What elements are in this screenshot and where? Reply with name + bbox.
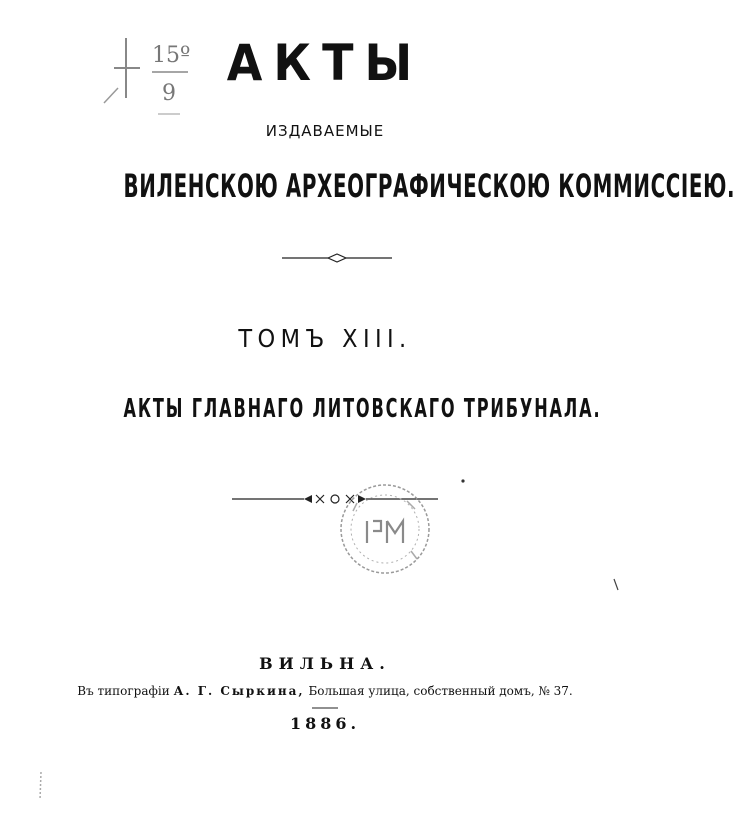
imprint-address: Большая улица, собственный домъ, № 37. — [308, 684, 573, 698]
commission-name: ВИЛЕНСКОЮ АРХЕОГРАФИЧЕСКОЮ КОММИССІЕЮ. — [123, 167, 735, 205]
main-title: АКТЫ — [226, 34, 424, 92]
margin-mark-dot — [460, 478, 466, 484]
imprint-small-rule — [312, 706, 338, 710]
ornamental-rule-top — [282, 252, 392, 264]
collection-title: АКТЫ ГЛАВНАГО ЛИТОВСКАГО ТРИБУНАЛА. — [123, 394, 602, 424]
volume-number: ТОМЪ XIII. — [238, 324, 412, 353]
subtitle: ИЗДАВАЕМЫЕ — [265, 122, 385, 140]
shelfmark-number: 15º — [152, 43, 191, 68]
imprint-city: ВИЛЬНА. — [259, 654, 391, 673]
margin-mark — [612, 578, 620, 592]
imprint-line — [0, 684, 650, 698]
imprint-printer: А. Г. Сыркина, — [173, 684, 305, 698]
margin-scribble — [36, 770, 46, 804]
publication-year: 1886. — [289, 714, 361, 733]
imprint-prefix: Въ типографіи — [77, 684, 170, 698]
shelfmark-denominator: 9 — [162, 81, 176, 106]
library-stamp — [337, 481, 433, 577]
